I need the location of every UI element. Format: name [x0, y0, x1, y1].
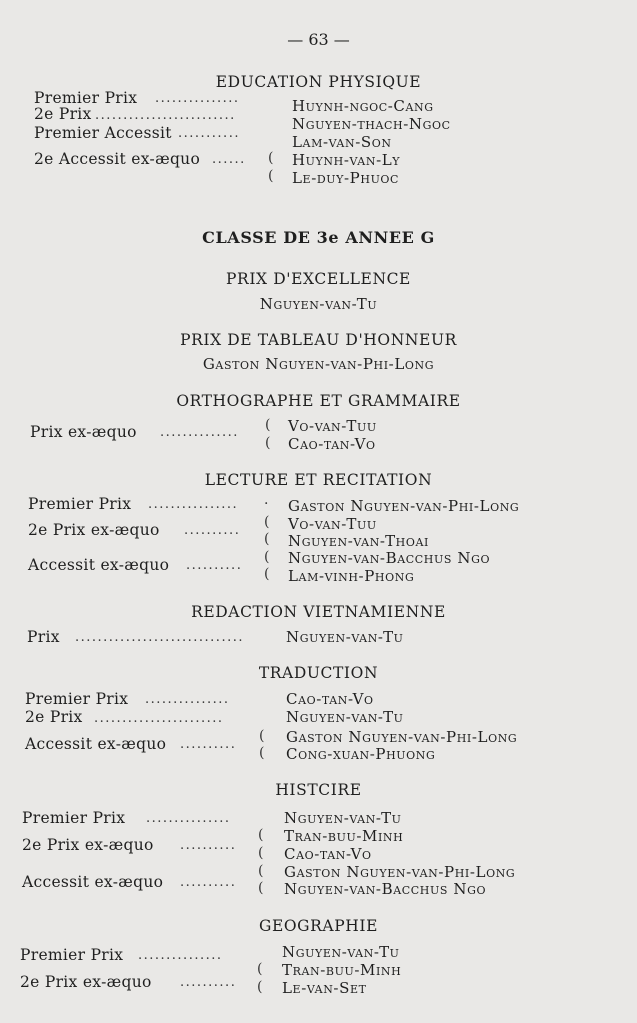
section-title: HISTCIRE	[275, 781, 362, 799]
leader-dots: .........................	[95, 108, 236, 123]
leader-dots: ..........	[180, 975, 237, 990]
brace: (	[258, 863, 264, 879]
winner-name: Gaston Nguyen-van-Phi-Long	[202, 355, 435, 373]
leader-dots: ...........	[178, 126, 240, 141]
section-title: TRADUCTION	[258, 664, 379, 682]
brace: (	[268, 168, 274, 184]
winner-name: Nguyen-van-Tu	[286, 628, 404, 646]
winner-name: Tran-buu-Minh	[284, 827, 404, 845]
prize-label: 2e Prix ex-æquo	[20, 973, 152, 991]
section-title: REDACTION VIETNAMIENNE	[191, 603, 446, 621]
brace: (	[259, 745, 265, 761]
prize-label: 2e Prix ex-æquo	[22, 836, 154, 854]
section-title-education-physique: EDUCATION PHYSIQUE	[215, 73, 422, 91]
winner-name: Nguyen-van-Tu	[259, 295, 378, 313]
winner-name: Nguyen-van-Bacchus Ngo	[288, 549, 491, 567]
page-number: — 63 —	[287, 30, 350, 49]
winner-name: Cong-xuan-Phuong	[286, 745, 436, 763]
section-title: PRIX DE TABLEAU D'HONNEUR	[180, 331, 457, 349]
winner-name: Vo-van-Tuu	[288, 417, 377, 435]
winner-name: Vo-van-Tuu	[288, 515, 377, 533]
leader-dots: .......................	[94, 711, 224, 726]
brace: (	[258, 880, 264, 896]
winner-name: Huynh-van-Ly	[292, 151, 401, 169]
winner-name: Nguyen-thach-Ngoc	[292, 115, 451, 133]
prize-label: 2e Accessit ex-æquo	[34, 150, 201, 168]
winner-name: Nguyen-van-Tu	[286, 708, 404, 726]
winner-name: Le-duy-Phuoc	[292, 169, 400, 187]
leader-dots: ..............................	[75, 630, 244, 645]
leader-dots: ..............	[160, 425, 239, 440]
brace: (	[265, 417, 271, 433]
winner-name: Le-van-Set	[282, 979, 367, 997]
leader-dots: ......	[212, 152, 246, 167]
brace: (	[257, 979, 263, 995]
prize-label: Accessit ex-æquo	[25, 735, 167, 753]
brace: (	[259, 728, 265, 744]
prize-label: Premier Prix	[22, 809, 126, 827]
leader-dots: ...............	[146, 811, 231, 826]
brace: (	[258, 827, 264, 843]
winner-name: Gaston Nguyen-van-Phi-Long	[288, 497, 520, 515]
winner-name: Cao-tan-Vo	[286, 690, 374, 708]
brace: (	[265, 435, 271, 451]
section-title: PRIX D'EXCELLENCE	[226, 270, 411, 288]
brace: (	[264, 514, 270, 530]
leader-dots: ..........	[180, 875, 237, 890]
prize-label: Premier Accessit	[34, 124, 172, 142]
brace: (	[264, 531, 270, 547]
winner-name: Huynh-ngoc-Cang	[292, 97, 434, 115]
leader-dots: ..........	[184, 523, 241, 538]
prize-label: Premier Prix	[34, 89, 138, 107]
prize-label: Accessit ex-æquo	[22, 873, 164, 891]
leader-dots: ...............	[145, 692, 230, 707]
brace: (	[257, 961, 263, 977]
leader-dots: ................	[148, 497, 239, 512]
winner-name: Nguyen-van-Bacchus Ngo	[284, 880, 487, 898]
prize-label: Premier Prix	[25, 690, 129, 708]
prize-label: Premier Prix	[28, 495, 132, 513]
section-title: ORTHOGRAPHE ET GRAMMAIRE	[176, 392, 461, 410]
class-title: CLASSE DE 3e ANNEE G	[202, 228, 435, 247]
winner-name: Tran-buu-Minh	[282, 961, 402, 979]
brace: (	[264, 549, 270, 565]
leader-dots: ..........	[186, 558, 243, 573]
section-title: GEOGRAPHIE	[258, 917, 379, 935]
prize-label: Premier Prix	[20, 946, 124, 964]
leader-dots: ..........	[180, 838, 237, 853]
brace: ·	[264, 496, 269, 512]
winner-name: Gaston Nguyen-van-Phi-Long	[286, 728, 518, 746]
leader-dots: ...............	[138, 948, 223, 963]
section-title: LECTURE ET RECITATION	[204, 471, 433, 489]
prize-label: Prix	[27, 628, 60, 646]
winner-name: Cao-tan-Vo	[288, 435, 376, 453]
leader-dots: ...............	[155, 91, 240, 106]
winner-name: Nguyen-van-Tu	[282, 943, 400, 961]
brace: (	[264, 566, 270, 582]
winner-name: Cao-tan-Vo	[284, 845, 372, 863]
winner-name: Gaston Nguyen-van-Phi-Long	[284, 863, 516, 881]
brace: (	[268, 150, 274, 166]
prize-label: 2e Prix	[25, 708, 83, 726]
leader-dots: ..........	[180, 737, 237, 752]
prize-label: Prix ex-æquo	[30, 423, 137, 441]
winner-name: Nguyen-van-Thoai	[288, 532, 429, 550]
prize-label: 2e Prix	[34, 105, 92, 123]
winner-name: Lam-vinh-Phong	[288, 567, 415, 585]
prize-label: Accessit ex-æquo	[28, 556, 170, 574]
prize-label: 2e Prix ex-æquo	[28, 521, 160, 539]
winner-name: Nguyen-van-Tu	[284, 809, 402, 827]
brace: (	[258, 845, 264, 861]
winner-name: Lam-van-Son	[292, 133, 392, 151]
